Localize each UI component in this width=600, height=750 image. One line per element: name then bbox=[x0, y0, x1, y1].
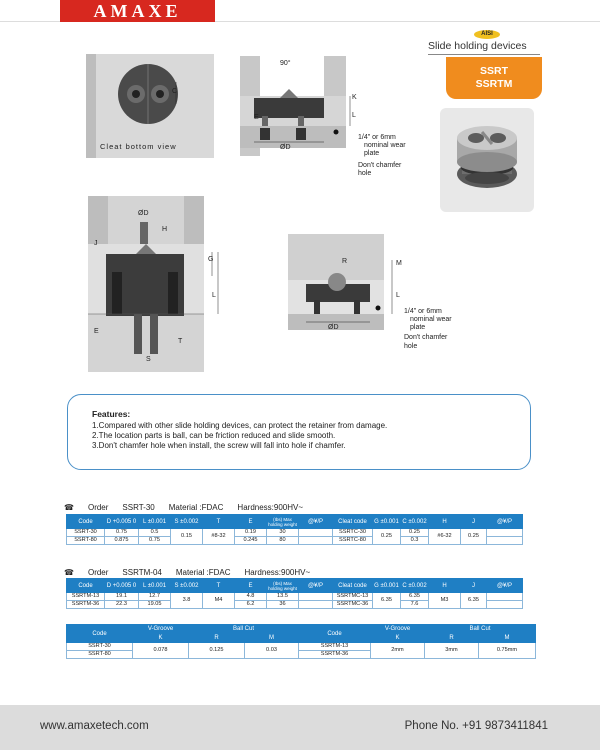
groove-table-header-1 bbox=[67, 625, 536, 634]
cell: 36 bbox=[267, 601, 299, 609]
cell bbox=[299, 537, 333, 545]
table-row bbox=[67, 529, 523, 537]
order-label-1: Order bbox=[87, 503, 109, 512]
cell: 6.35 bbox=[373, 593, 401, 609]
cell: 6.2 bbox=[235, 601, 267, 609]
cell: 30 bbox=[267, 529, 299, 537]
dim-c-label: C bbox=[172, 88, 178, 95]
angle-90-label: 90° bbox=[280, 60, 291, 67]
dim-l-label-3: L bbox=[396, 292, 400, 299]
cleat-bottom-caption: Cleat bottom view bbox=[100, 142, 177, 151]
th-g: G ±0.001 bbox=[373, 579, 401, 593]
th-vgroove-right: V-Groove bbox=[371, 625, 425, 634]
th-price-2: @¥/P bbox=[487, 515, 523, 529]
dim-s-label: S bbox=[146, 356, 151, 363]
wear-plate-note-6: plate bbox=[410, 324, 426, 331]
tab-line-2: SSRTM bbox=[475, 78, 513, 90]
page-subtitle: Slide holding devices bbox=[428, 40, 527, 52]
th-c: C ±0.002 bbox=[401, 579, 429, 593]
th-d: D +0.005 0 bbox=[105, 579, 139, 593]
cell: SSRTC-80 bbox=[333, 537, 373, 545]
th-t: T bbox=[203, 515, 235, 529]
tab-line-1: SSRT bbox=[479, 65, 508, 77]
th-cleat-code: Cleat code bbox=[333, 579, 373, 593]
cell: #6-32 bbox=[429, 529, 461, 545]
cell: SSRTM-36 bbox=[299, 651, 371, 659]
spec-table-2-header bbox=[67, 579, 523, 593]
dim-t-label: T bbox=[178, 338, 183, 345]
wear-plate-note-4: 1/4" or 6mm bbox=[404, 308, 442, 315]
th-weight: (Ibs) Max holding weight bbox=[268, 580, 297, 591]
th-code: Code bbox=[67, 515, 105, 529]
cell bbox=[299, 601, 333, 609]
th-t: T bbox=[203, 579, 235, 593]
cell: SSRTM-36 bbox=[67, 601, 105, 609]
cell: 2mm bbox=[371, 643, 425, 659]
slide-section-diagram-3 bbox=[288, 234, 468, 356]
cell: SSRT-80 bbox=[67, 537, 105, 545]
th-price: @¥/P bbox=[299, 515, 333, 529]
cell: 0.25 bbox=[401, 529, 429, 537]
cell bbox=[487, 537, 523, 545]
cell: 0.25 bbox=[373, 529, 401, 545]
order-label-2: Order bbox=[87, 568, 109, 577]
dim-od-label-3: ØD bbox=[328, 324, 339, 331]
cell bbox=[487, 593, 523, 601]
th-j: J bbox=[461, 579, 487, 593]
th-c: C ±0.002 bbox=[401, 515, 429, 529]
cell: SSRTM-13 bbox=[299, 643, 371, 651]
cell: 80 bbox=[267, 537, 299, 545]
cell: SSRT-30 bbox=[67, 529, 105, 537]
spec-table-1 bbox=[66, 514, 523, 545]
cell: SSRT-30 bbox=[67, 643, 133, 651]
cell: 0.75 bbox=[139, 537, 171, 545]
cell: 3.8 bbox=[171, 593, 203, 609]
th-e: E bbox=[235, 515, 267, 529]
wear-plate-note-1: 1/4" or 6mm bbox=[358, 134, 396, 141]
th-h: H bbox=[429, 515, 461, 529]
cell: 6.35 bbox=[401, 593, 429, 601]
subtitle-divider bbox=[428, 54, 540, 55]
cell: 0.19 bbox=[235, 529, 267, 537]
th-h: H bbox=[429, 579, 461, 593]
cell: 13.5 bbox=[267, 593, 299, 601]
features-box bbox=[67, 394, 531, 470]
cell: M4 bbox=[203, 593, 235, 609]
th-s: S ±0.002 bbox=[171, 579, 203, 593]
features-title: Features: bbox=[92, 409, 131, 419]
order-material-1: Material :FDAC bbox=[168, 503, 224, 512]
cell bbox=[487, 601, 523, 609]
th-weight: (Ibs) Max holding weight bbox=[268, 516, 297, 527]
cell: SSRT-80 bbox=[67, 651, 133, 659]
dim-e-label-2: E bbox=[94, 328, 99, 335]
dim-l-label: L bbox=[352, 112, 356, 119]
amaxe-logo: AMAXE bbox=[60, 0, 215, 22]
th-price-2: @¥/P bbox=[487, 579, 523, 593]
spec-table-2 bbox=[66, 578, 523, 609]
slide-section-drawing-2 bbox=[88, 196, 228, 372]
wear-plate-note-5: nominal wear bbox=[410, 316, 452, 323]
order-line-1 bbox=[64, 503, 317, 512]
cell: 0.03 bbox=[245, 643, 299, 659]
feature-1: 1.Compared with other slide holding devices, can protect the retainer from damage. bbox=[92, 421, 388, 430]
chamfer-note-2: hole bbox=[358, 170, 372, 177]
product-photo bbox=[440, 108, 534, 212]
cell: 0.75mm bbox=[479, 643, 536, 659]
cell: 0.75 bbox=[105, 529, 139, 537]
spec-table-1-header bbox=[67, 515, 523, 529]
th-m-right: M bbox=[479, 634, 536, 643]
wear-plate-note-2: nominal wear bbox=[364, 142, 406, 149]
cell: SSRTMC-13 bbox=[333, 593, 373, 601]
th-code-right: Code bbox=[299, 625, 371, 643]
groove-table bbox=[66, 624, 536, 659]
aisi-badge: AISI bbox=[474, 30, 500, 39]
phone-icon: ☎ bbox=[64, 568, 74, 577]
dim-k-label: K bbox=[352, 94, 357, 101]
table-row bbox=[67, 593, 523, 601]
th-ballcut-left: Ball Cut bbox=[189, 625, 299, 634]
dim-g-label: G bbox=[208, 256, 214, 263]
th-r-right: R bbox=[425, 634, 479, 643]
cell bbox=[299, 529, 333, 537]
order-model-1: SSRT-30 bbox=[122, 503, 155, 512]
th-l: L ±0.001 bbox=[139, 515, 171, 529]
th-s: S ±0.002 bbox=[171, 515, 203, 529]
order-hardness-1: Hardness:900HV~ bbox=[237, 503, 304, 512]
cell: 19.05 bbox=[139, 601, 171, 609]
cell: 12.7 bbox=[139, 593, 171, 601]
cell: 19.1 bbox=[105, 593, 139, 601]
cell: 0.5 bbox=[139, 529, 171, 537]
th-j: J bbox=[461, 515, 487, 529]
th-vgroove-left: V-Groove bbox=[133, 625, 189, 634]
cell: 6.35 bbox=[461, 593, 487, 609]
wear-plate-note-3: plate bbox=[364, 150, 380, 157]
th-m-left: M bbox=[245, 634, 299, 643]
top-bar bbox=[0, 0, 600, 22]
dim-od-label-2: ØD bbox=[138, 210, 149, 217]
th-r-left: R bbox=[189, 634, 245, 643]
th-code: Code bbox=[67, 579, 105, 593]
dim-m-label: M bbox=[396, 260, 402, 267]
dim-h-label: H bbox=[162, 226, 168, 233]
cell: SSRTMC-36 bbox=[333, 601, 373, 609]
cell: 0.125 bbox=[189, 643, 245, 659]
cell: M3 bbox=[429, 593, 461, 609]
cell: 0.245 bbox=[235, 537, 267, 545]
footer bbox=[0, 705, 600, 750]
feature-2: 2.The location parts is ball, can be friction reduced and slide smooth. bbox=[92, 431, 336, 440]
cell bbox=[299, 593, 333, 601]
cell: 7.6 bbox=[401, 601, 429, 609]
cell: #8-32 bbox=[203, 529, 235, 545]
th-g: G ±0.001 bbox=[373, 515, 401, 529]
cell: SSRTM-13 bbox=[67, 593, 105, 601]
chamfer-note-1: Don't chamfer bbox=[358, 162, 402, 169]
product-illustration bbox=[440, 108, 534, 212]
dim-l-label-2: L bbox=[212, 292, 216, 299]
th-d: D +0.005 0 bbox=[105, 515, 139, 529]
feature-3: 3.Don't chamfer hole when install, the screw will fall into hole if chamfer. bbox=[92, 441, 346, 450]
cell: 0.875 bbox=[105, 537, 139, 545]
th-cleat-code: Cleat code bbox=[333, 515, 373, 529]
dim-j-label: J bbox=[94, 240, 98, 247]
cell: 0.3 bbox=[401, 537, 429, 545]
cell: 3mm bbox=[425, 643, 479, 659]
table-row bbox=[67, 643, 536, 651]
th-l: L ±0.001 bbox=[139, 579, 171, 593]
phone-icon: ☎ bbox=[64, 503, 74, 512]
th-price: @¥/P bbox=[299, 579, 333, 593]
cell: SSRTC-30 bbox=[333, 529, 373, 537]
product-tab bbox=[446, 57, 542, 99]
order-hardness-2: Hardness:900HV~ bbox=[244, 568, 311, 577]
dim-r-label: R bbox=[342, 258, 348, 265]
dim-od-label: ØD bbox=[280, 144, 291, 151]
cell: 0.078 bbox=[133, 643, 189, 659]
th-k-right: K bbox=[371, 634, 425, 643]
order-line-2 bbox=[64, 568, 324, 577]
order-material-2: Material :FDAC bbox=[175, 568, 231, 577]
order-model-2: SSRTM-04 bbox=[122, 568, 162, 577]
th-k-left: K bbox=[133, 634, 189, 643]
cell: 4.8 bbox=[235, 593, 267, 601]
phone-number: Phone No. +91 9873411841 bbox=[404, 720, 548, 732]
website-link[interactable]: www.amaxetech.com bbox=[40, 720, 149, 732]
th-code-left: Code bbox=[67, 625, 133, 643]
dim-e-label: E bbox=[254, 114, 259, 121]
chamfer-note-3: Don't chamfer bbox=[404, 334, 448, 341]
cleat-bottom-view-diagram bbox=[86, 54, 214, 158]
cell bbox=[487, 529, 523, 537]
cell: 22.3 bbox=[105, 601, 139, 609]
slide-section-diagram-1 bbox=[240, 56, 420, 177]
cell: 0.25 bbox=[461, 529, 487, 545]
th-ballcut-right: Ball Cut bbox=[425, 625, 536, 634]
slide-section-diagram-2 bbox=[88, 196, 228, 372]
chamfer-note-4: hole bbox=[404, 343, 418, 350]
cell: 0.15 bbox=[171, 529, 203, 545]
th-e: E bbox=[235, 579, 267, 593]
